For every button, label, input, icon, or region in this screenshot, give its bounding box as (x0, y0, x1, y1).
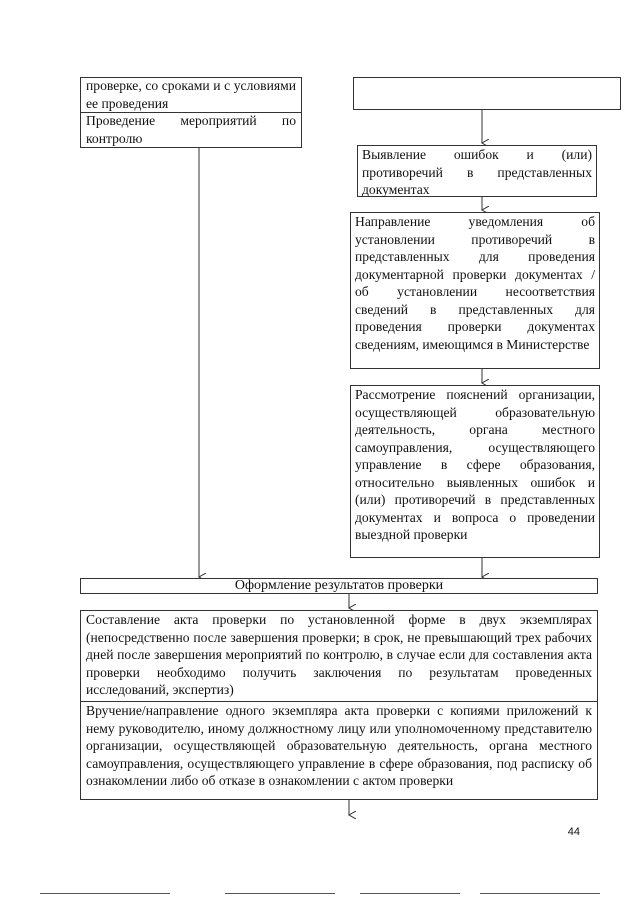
text-left-control: Проведение мероприятий по контролю (86, 113, 296, 146)
page-number: 44 (567, 826, 580, 838)
box-right-empty (353, 77, 621, 110)
text-left-schedule: проверке, со сроками и с условиями ее проведения (86, 78, 296, 111)
text-results-title: Оформление результатов проверки (234, 578, 444, 593)
text-errors: Выявление ошибок и (или) противоречий в представленных документах (362, 147, 592, 197)
scan-line (480, 893, 600, 894)
text-notice: Направление уведомления об установлении противоречий в представленных для проведения документарной проверки документах / об установлении несоответствия сведений в представленных для проведения проверки документах сведениям, имеющимся в Министерстве (355, 214, 595, 352)
scan-line (40, 893, 170, 894)
scan-line (360, 893, 460, 894)
scan-line (225, 893, 335, 894)
text-review: Рассмотрение пояснений организации, осуществляющей образовательную деятельность, органа местного самоуправления, осуществляющего управление в сфере образования, относительно выявленных ошибок и (или) противоречий в представленных документах и вопроса о проведении выездной проверки (355, 387, 595, 542)
text-delivery: Вручение/направление одного экземпляра акта проверки с копиями приложений к нему руководителю, иному должностному лицу или уполномоченному представителю организации, осуществляющей образовательную деятельность, органа местного самоуправления, осуществляющего управление в сфере образования, под расписку об ознакомлении либо об отказе в ознакомлении с актом проверки (86, 703, 592, 788)
text-act: Составление акта проверки по установленной форме в двух экземплярах (непосредственно после завершения проверки; в срок, не превышающий трех рабочих дней после завершения мероприятий по контролю, в случае если для составления акта проверки необходимо получить заключения по результатам проведенных исследований, экспертиз) (86, 612, 592, 697)
